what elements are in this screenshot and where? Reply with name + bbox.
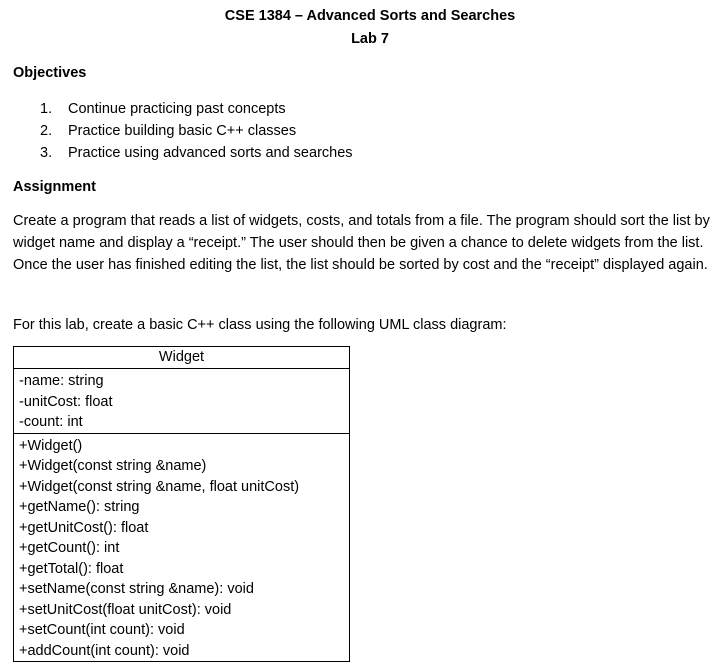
uml-attributes (14, 369, 349, 433)
uml-method: +setCount(int count): void (19, 622, 185, 638)
uml-method: +Widget(const string &name) (19, 458, 207, 474)
list-item (40, 98, 353, 120)
list-number: 1. (40, 101, 53, 117)
uml-method: +getUnitCost(): float (19, 519, 149, 536)
uml-method: +addCount(int count): void (19, 642, 190, 659)
list-item-text: Practice building basic C++ classes (68, 123, 297, 139)
uml-class-diagram (13, 346, 350, 662)
list-item-text: Continue practicing past concepts (68, 101, 286, 117)
uml-methods (14, 433, 349, 662)
uml-method: +getName(): string (19, 499, 140, 515)
uml-method: +getTotal(): float (19, 560, 124, 577)
uml-method: +Widget() (19, 437, 83, 454)
uml-method: +getCount(): int (19, 540, 120, 556)
list-number: 2. (40, 123, 53, 139)
uml-class-name: Widget (14, 347, 349, 369)
uml-method: +Widget(const string &name, float unitCost) (19, 478, 300, 495)
uml-method: +setName(const string &name): void (19, 581, 254, 597)
document-subtitle: Lab 7 (351, 31, 389, 47)
uml-attribute: -name: string (19, 373, 104, 389)
document-title: CSE 1384 – Advanced Sorts and Searches (224, 8, 516, 24)
assignment-heading: Assignment (13, 179, 96, 195)
uml-method: +setUnitCost(float unitCost): void (19, 601, 232, 618)
uml-attribute: -count: int (19, 414, 83, 430)
uml-attribute: -unitCost: float (19, 393, 113, 410)
list-item (40, 120, 353, 142)
list-item-text: Practice using advanced sorts and searches (68, 145, 353, 161)
objectives-heading: Objectives (13, 65, 87, 81)
list-item (40, 142, 353, 164)
assignment-paragraph: Create a program that reads a list of widgets, costs, and totals from a file. The program should sort the list by widget name and display a “receipt.” The user should then be given a chance to delete widgets from the list. Once the user has finished editing the list, the list should be sorted by cost and the “receipt” displayed again. (13, 213, 710, 273)
uml-intro-paragraph: For this lab, create a basic C++ class using the following UML class diagram: (13, 317, 507, 333)
list-number: 3. (40, 145, 53, 161)
objectives-list (40, 98, 353, 164)
